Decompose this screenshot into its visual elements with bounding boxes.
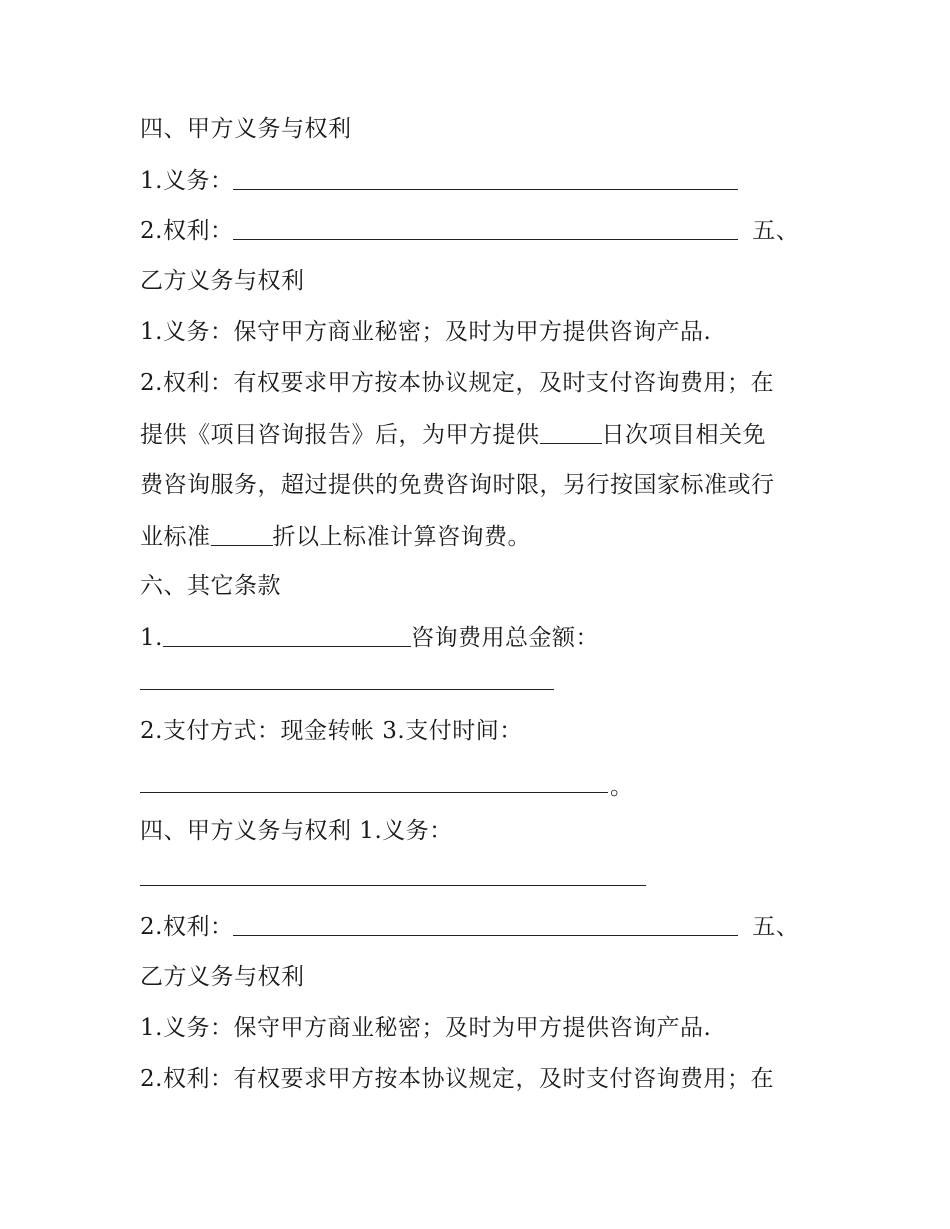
total-amount-blank[interactable]	[140, 688, 554, 690]
duty-label: 1.义务：	[140, 168, 234, 194]
party-b-right-line-2	[140, 417, 766, 451]
party-a-right-line-repeat	[140, 909, 799, 943]
payment-time-blank[interactable]	[140, 791, 608, 793]
party-b-right-line-4	[140, 519, 531, 553]
payment-time-period: 。	[610, 774, 634, 800]
party-b-right-line-1: 2.权利：有权要求甲方按本协议规定，及时支付咨询费用；在	[140, 370, 774, 396]
party-b-duty-repeat: 1.义务：保守甲方商业秘密；及时为甲方提供咨询产品.	[140, 1015, 712, 1041]
party-a-right-line	[140, 213, 799, 247]
discount-blank[interactable]	[211, 521, 273, 546]
section-4-heading-repeat: 四、甲方义务与权利 1.义务：	[140, 818, 453, 844]
right-text-b: 日次项目相关免	[601, 422, 766, 448]
right-label: 2.权利：	[140, 218, 234, 244]
item-1-prefix: 1.	[140, 625, 163, 651]
section-5-prefix: 五、	[752, 218, 800, 244]
total-amount-label: 咨询费用总金额：	[410, 625, 599, 651]
section-5-prefix-repeat: 五、	[752, 914, 800, 940]
right-label-repeat: 2.权利：	[140, 914, 234, 940]
party-b-duty: 1.义务：保守甲方商业秘密；及时为甲方提供咨询产品.	[140, 319, 712, 345]
section-6-heading: 六、其它条款	[140, 573, 281, 599]
right-blank[interactable]	[233, 215, 738, 240]
days-blank[interactable]	[540, 419, 602, 444]
party-b-right-line-3: 费咨询服务，超过提供的免费咨询时限，另行按国家标准或行	[140, 472, 775, 498]
standard-text-b: 折以上标准计算咨询费。	[272, 524, 531, 550]
party-a-duty-line	[140, 163, 738, 197]
duty-blank[interactable]	[233, 165, 738, 190]
duty-blank-repeat[interactable]	[140, 884, 646, 886]
section-5-heading-repeat: 乙方义务与权利	[140, 964, 305, 990]
standard-text-a: 业标准	[140, 524, 211, 550]
item-1-blank[interactable]	[163, 622, 411, 647]
section-4-heading: 四、甲方义务与权利	[140, 116, 352, 142]
section-5-heading: 乙方义务与权利	[140, 268, 305, 294]
party-b-right-line-1-repeat: 2.权利：有权要求甲方按本协议规定，及时支付咨询费用；在	[140, 1066, 774, 1092]
right-blank-repeat[interactable]	[233, 911, 738, 936]
right-text-a: 提供《项目咨询报告》后，为甲方提供	[140, 422, 540, 448]
other-terms-item-1	[140, 620, 599, 654]
payment-method-line: 2.支付方式：现金转帐 3.支付时间：	[140, 718, 523, 744]
